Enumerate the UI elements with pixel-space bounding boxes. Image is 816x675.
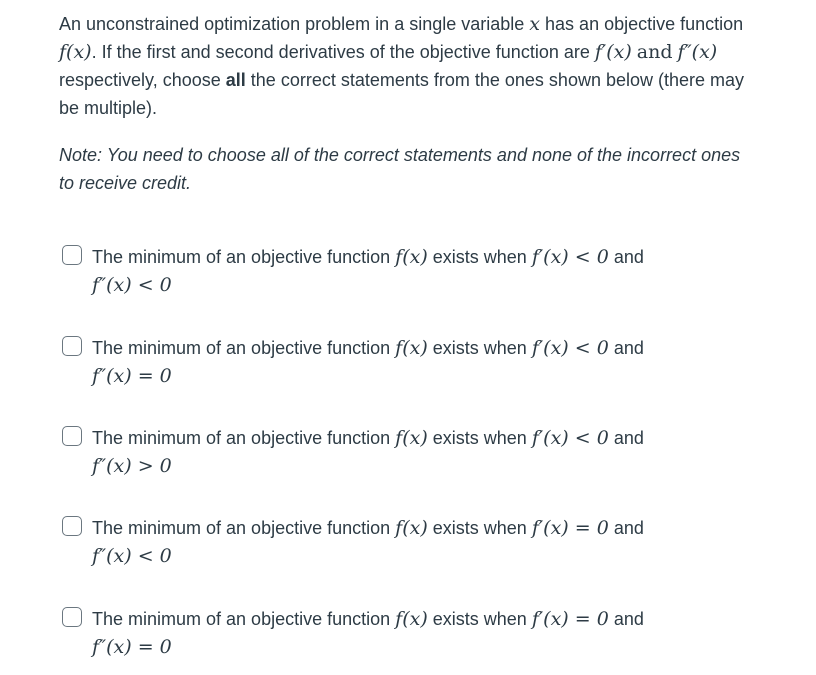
- option-middle: exists when: [432, 518, 527, 538]
- option-prefix: The minimum of an objective function: [92, 518, 391, 538]
- option-condition-1: f′(x) < 0: [531, 427, 609, 449]
- question-text-part-5: the correct statements from the ones shown below (there may be multiple).: [59, 70, 745, 118]
- option-label[interactable]: [92, 243, 742, 299]
- option-middle: exists when: [432, 338, 527, 358]
- checkbox[interactable]: [62, 516, 82, 536]
- option-prefix: The minimum of an objective function: [92, 247, 391, 267]
- option-condition-1: f′(x) < 0: [531, 246, 609, 268]
- option-label[interactable]: [92, 605, 742, 661]
- option-function: f(x): [395, 246, 428, 268]
- checkbox[interactable]: [62, 245, 82, 265]
- option-conjunction: and: [613, 518, 644, 538]
- objective-function: f(x): [59, 41, 92, 63]
- credit-note: Note: You need to choose all of the correct statements and none of the incorrect ones to receive credit.: [59, 145, 741, 193]
- second-derivative: f″(x): [677, 41, 718, 63]
- option-condition-2: f″(x) < 0: [92, 545, 172, 567]
- option-prefix: The minimum of an objective function: [92, 609, 391, 629]
- option-function: f(x): [395, 337, 428, 359]
- option-conjunction: and: [613, 338, 644, 358]
- option-condition-1: f′(x) = 0: [531, 517, 609, 539]
- option-conjunction: and: [613, 609, 644, 629]
- question-text-part-1: An unconstrained optimization problem in a single variable: [59, 14, 525, 34]
- and-word: and: [636, 41, 673, 63]
- option-condition-1: f′(x) < 0: [531, 337, 609, 359]
- first-derivative: f′(x): [594, 41, 632, 63]
- option-middle: exists when: [432, 609, 527, 629]
- option-middle: exists when: [432, 247, 527, 267]
- checkbox[interactable]: [62, 607, 82, 627]
- variable-x: x: [529, 13, 541, 35]
- option-prefix: The minimum of an objective function: [92, 338, 391, 358]
- option-condition-2: f″(x) < 0: [92, 274, 172, 296]
- option-function: f(x): [395, 608, 428, 630]
- option-middle: exists when: [432, 428, 527, 448]
- option-conjunction: and: [613, 428, 644, 448]
- option-condition-2: f″(x) > 0: [92, 455, 172, 477]
- question-text-part-4: respectively, choose: [59, 70, 221, 90]
- emphasis-all: all: [225, 70, 246, 90]
- option-condition-2: f″(x) = 0: [92, 636, 172, 658]
- option-function: f(x): [395, 427, 428, 449]
- option-prefix: The minimum of an objective function: [92, 428, 391, 448]
- option-condition-2: f″(x) = 0: [92, 365, 172, 387]
- question-text-part-3: . If the first and second derivatives of the objective function are: [91, 42, 590, 62]
- option-conjunction: and: [613, 247, 644, 267]
- question-text-part-2: has an objective function: [545, 14, 744, 34]
- option-label[interactable]: [92, 514, 742, 570]
- option-function: f(x): [395, 517, 428, 539]
- checkbox[interactable]: [62, 426, 82, 446]
- checkbox[interactable]: [62, 336, 82, 356]
- question-text: [59, 10, 759, 122]
- option-condition-1: f′(x) = 0: [531, 608, 609, 630]
- option-label[interactable]: [92, 334, 742, 390]
- option-label[interactable]: [92, 424, 742, 480]
